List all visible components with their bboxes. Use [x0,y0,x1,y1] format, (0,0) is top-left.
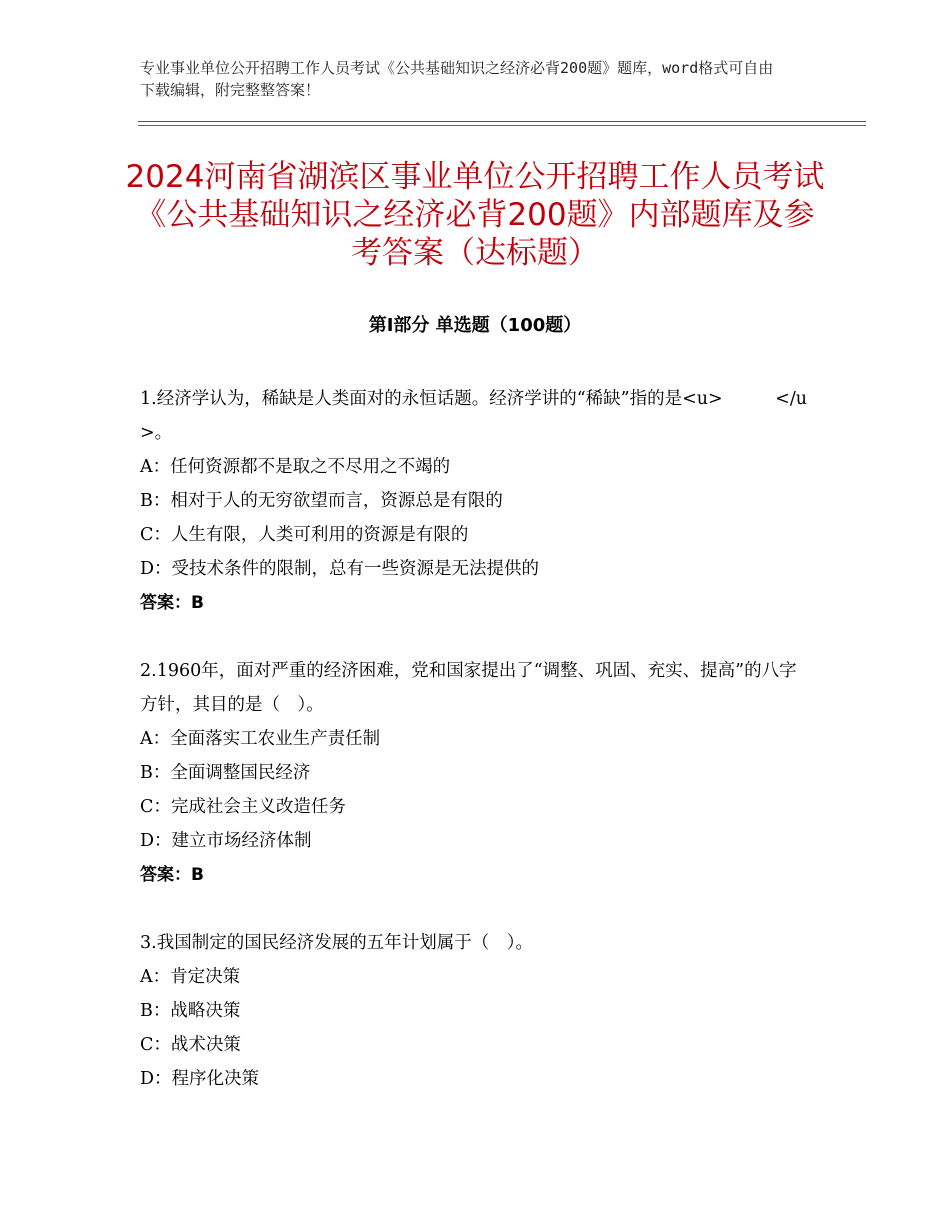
option-c: C：战术决策 [140,1035,241,1055]
question-3 [140,926,810,1096]
header-note: 专业事业单位公开招聘工作人员考试《公共基础知识之经济必背200题》题库，word格式可自由下载编辑，附完整整答案！ [140,59,774,99]
option-d: D：受技术条件的限制，总有一些资源是无法提供的 [140,559,540,579]
question-spacer [140,620,810,654]
option-c: C：完成社会主义改造任务 [140,797,346,817]
option-c: C：人生有限，人类可利用的资源是有限的 [140,525,469,545]
option-a: A：肯定决策 [140,967,241,987]
answer-label: 答案：B [140,593,204,613]
header-divider [138,121,866,122]
question-1 [140,382,810,620]
answer-label: 答案：B [140,865,204,885]
question-list [140,382,810,1096]
option-b: B：战略决策 [140,1001,241,1021]
option-b: B：相对于人的无穷欲望而言，资源总是有限的 [140,491,503,511]
question-stem: 2.1960年，面对严重的经济困难，党和国家提出了“调整、巩固、充实、提高”的八字方针，其目的是（ ）。 [140,661,797,715]
document-title: 2024河南省湖滨区事业单位公开招聘工作人员考试《公共基础知识之经济必背200题》内部题库及参考答案（达标题） [125,159,825,271]
header-divider-thin [138,125,866,126]
option-b: B：全面调整国民经济 [140,763,311,783]
option-d: D：程序化决策 [140,1069,260,1089]
question-spacer [140,892,810,926]
question-stem: 1.经济学认为，稀缺是人类面对的永恒话题。经济学讲的“稀缺”指的是<u> </u>。 [140,389,808,443]
option-d: D：建立市场经济体制 [140,831,312,851]
question-stem: 3.我国制定的国民经济发展的五年计划属于（ ）。 [140,933,533,953]
question-2 [140,654,810,892]
option-a: A：任何资源都不是取之不尽用之不竭的 [140,457,451,477]
section-title: 第Ⅰ部分 单选题（100题） [368,315,582,336]
option-a: A：全面落实工农业生产责任制 [140,729,381,749]
